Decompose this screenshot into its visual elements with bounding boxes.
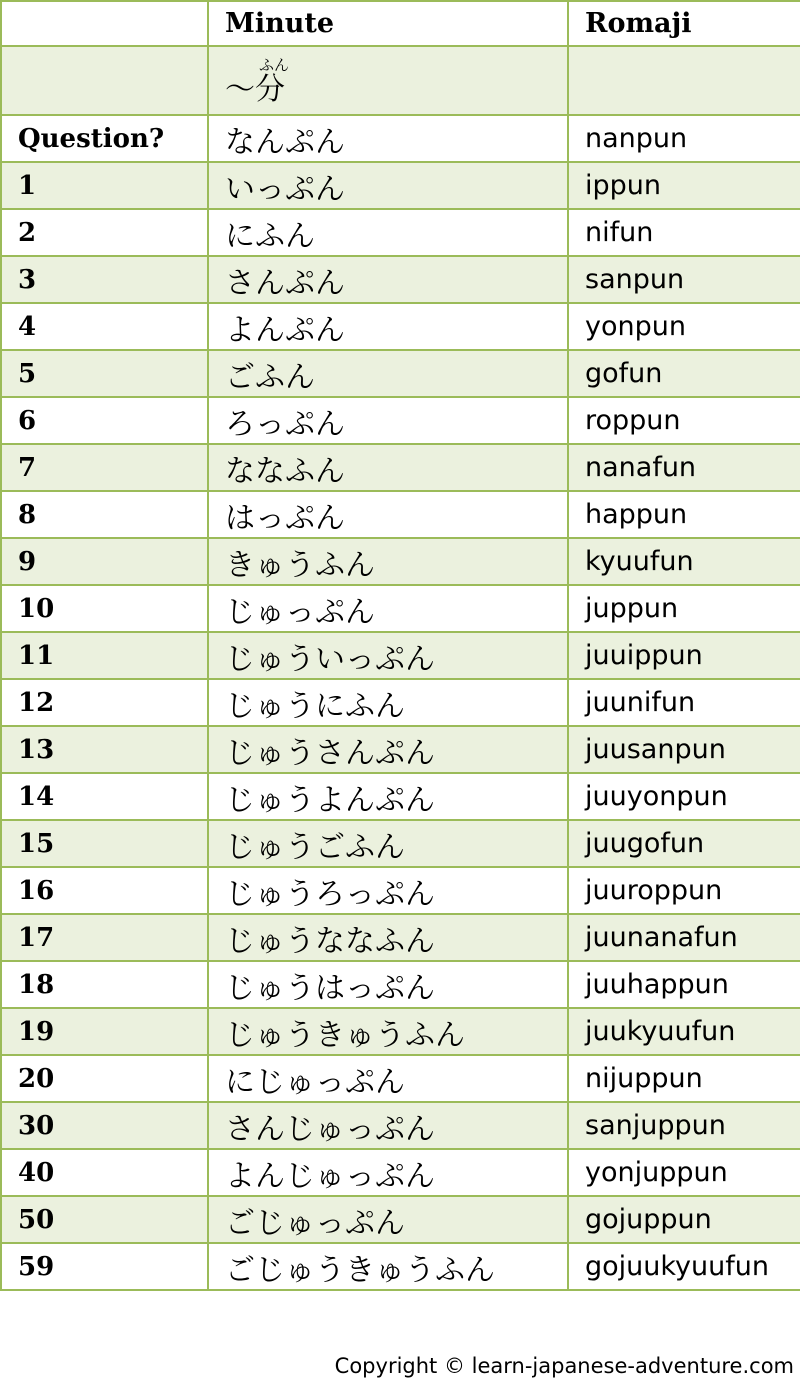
row-kana: じゅうななふん xyxy=(208,914,568,961)
row-kana: はっぷん xyxy=(208,491,568,538)
row-romaji: juuroppun xyxy=(568,867,800,914)
row-kana: じゅうろっぷん xyxy=(208,867,568,914)
row-kana: ろっぷん xyxy=(208,397,568,444)
table-row xyxy=(1,585,800,632)
row-romaji: yonpun xyxy=(568,303,800,350)
row-romaji: juugofun xyxy=(568,820,800,867)
table-row xyxy=(1,350,800,397)
row-romaji: juuippun xyxy=(568,632,800,679)
row-kana: じゅうきゅうふん xyxy=(208,1008,568,1055)
row-number: 9 xyxy=(1,538,208,585)
row-romaji: nanafun xyxy=(568,444,800,491)
header-minute: Minute xyxy=(208,1,568,46)
row-number: 18 xyxy=(1,961,208,1008)
counter-row xyxy=(1,46,800,115)
row-kana: さんぷん xyxy=(208,256,568,303)
row-kana: ごじゅうきゅうふん xyxy=(208,1243,568,1290)
row-number: 6 xyxy=(1,397,208,444)
row-number: 2 xyxy=(1,209,208,256)
table-row xyxy=(1,914,800,961)
row-number: 59 xyxy=(1,1243,208,1290)
table-row xyxy=(1,679,800,726)
row-romaji: juuhappun xyxy=(568,961,800,1008)
row-romaji: juuyonpun xyxy=(568,773,800,820)
row-romaji: gojuukyuufun xyxy=(568,1243,800,1290)
row-romaji: happun xyxy=(568,491,800,538)
row-number: 15 xyxy=(1,820,208,867)
row-kana: よんぷん xyxy=(208,303,568,350)
row-number: 4 xyxy=(1,303,208,350)
header-number xyxy=(1,1,208,46)
row-romaji: gofun xyxy=(568,350,800,397)
row-romaji: roppun xyxy=(568,397,800,444)
row-romaji: kyuufun xyxy=(568,538,800,585)
row-number: 10 xyxy=(1,585,208,632)
table-row xyxy=(1,397,800,444)
row-number: 14 xyxy=(1,773,208,820)
row-number: 8 xyxy=(1,491,208,538)
row-kana: にふん xyxy=(208,209,568,256)
table-row xyxy=(1,491,800,538)
copyright-notice: Copyright © learn-japanese-adventure.com xyxy=(334,1354,794,1378)
table-row xyxy=(1,303,800,350)
table-row xyxy=(1,726,800,773)
table-row xyxy=(1,209,800,256)
table-row xyxy=(1,1243,800,1290)
row-romaji: ippun xyxy=(568,162,800,209)
row-romaji: yonjuppun xyxy=(568,1149,800,1196)
counter-furigana: ふん xyxy=(259,55,290,74)
row-romaji: nanpun xyxy=(568,115,800,162)
row-number: 5 xyxy=(1,350,208,397)
row-kana: いっぷん xyxy=(208,162,568,209)
row-romaji: juunifun xyxy=(568,679,800,726)
row-kana: よんじゅっぷん xyxy=(208,1149,568,1196)
table-row xyxy=(1,867,800,914)
row-kana: じゅうさんぷん xyxy=(208,726,568,773)
header-romaji: Romaji xyxy=(568,1,800,46)
table-row xyxy=(1,1196,800,1243)
table-row xyxy=(1,115,800,162)
table-row xyxy=(1,961,800,1008)
row-kana: ごふん xyxy=(208,350,568,397)
row-kana: きゅうふん xyxy=(208,538,568,585)
table-row xyxy=(1,538,800,585)
counter-number-cell xyxy=(1,46,208,115)
row-romaji: sanpun xyxy=(568,256,800,303)
table-row xyxy=(1,1008,800,1055)
table-row xyxy=(1,1149,800,1196)
row-kana: ななふん xyxy=(208,444,568,491)
row-number: 50 xyxy=(1,1196,208,1243)
row-romaji: nifun xyxy=(568,209,800,256)
row-number: 12 xyxy=(1,679,208,726)
row-number: 19 xyxy=(1,1008,208,1055)
row-kana: なんぷん xyxy=(208,115,568,162)
row-kana: じゅうはっぷん xyxy=(208,961,568,1008)
row-kana: にじゅっぷん xyxy=(208,1055,568,1102)
table-row xyxy=(1,162,800,209)
row-number: 17 xyxy=(1,914,208,961)
row-kana: じゅっぷん xyxy=(208,585,568,632)
row-romaji: juukyuufun xyxy=(568,1008,800,1055)
row-number: 1 xyxy=(1,162,208,209)
table-row xyxy=(1,773,800,820)
row-kana: さんじゅっぷん xyxy=(208,1102,568,1149)
row-kana: じゅうよんぷん xyxy=(208,773,568,820)
row-number: 40 xyxy=(1,1149,208,1196)
row-kana: じゅうごふん xyxy=(208,820,568,867)
row-number: 3 xyxy=(1,256,208,303)
row-number: 11 xyxy=(1,632,208,679)
row-number: 13 xyxy=(1,726,208,773)
row-romaji: juunanafun xyxy=(568,914,800,961)
row-romaji: gojuppun xyxy=(568,1196,800,1243)
row-kana: ごじゅっぷん xyxy=(208,1196,568,1243)
table-row xyxy=(1,256,800,303)
table-row xyxy=(1,820,800,867)
row-romaji: juppun xyxy=(568,585,800,632)
table-row xyxy=(1,444,800,491)
counter-kanji-cell xyxy=(208,46,568,115)
row-number: 20 xyxy=(1,1055,208,1102)
row-romaji: juusanpun xyxy=(568,726,800,773)
row-number: 16 xyxy=(1,867,208,914)
row-number: Question? xyxy=(1,115,208,162)
row-number: 30 xyxy=(1,1102,208,1149)
header-row xyxy=(1,1,800,46)
row-romaji: nijuppun xyxy=(568,1055,800,1102)
row-romaji: sanjuppun xyxy=(568,1102,800,1149)
row-kana: じゅうにふん xyxy=(208,679,568,726)
table-row xyxy=(1,632,800,679)
row-kana: じゅういっぷん xyxy=(208,632,568,679)
table-row xyxy=(1,1055,800,1102)
counter-kanji: ～分 xyxy=(225,71,285,107)
table-row xyxy=(1,1102,800,1149)
counter-romaji-cell xyxy=(568,46,800,115)
row-number: 7 xyxy=(1,444,208,491)
